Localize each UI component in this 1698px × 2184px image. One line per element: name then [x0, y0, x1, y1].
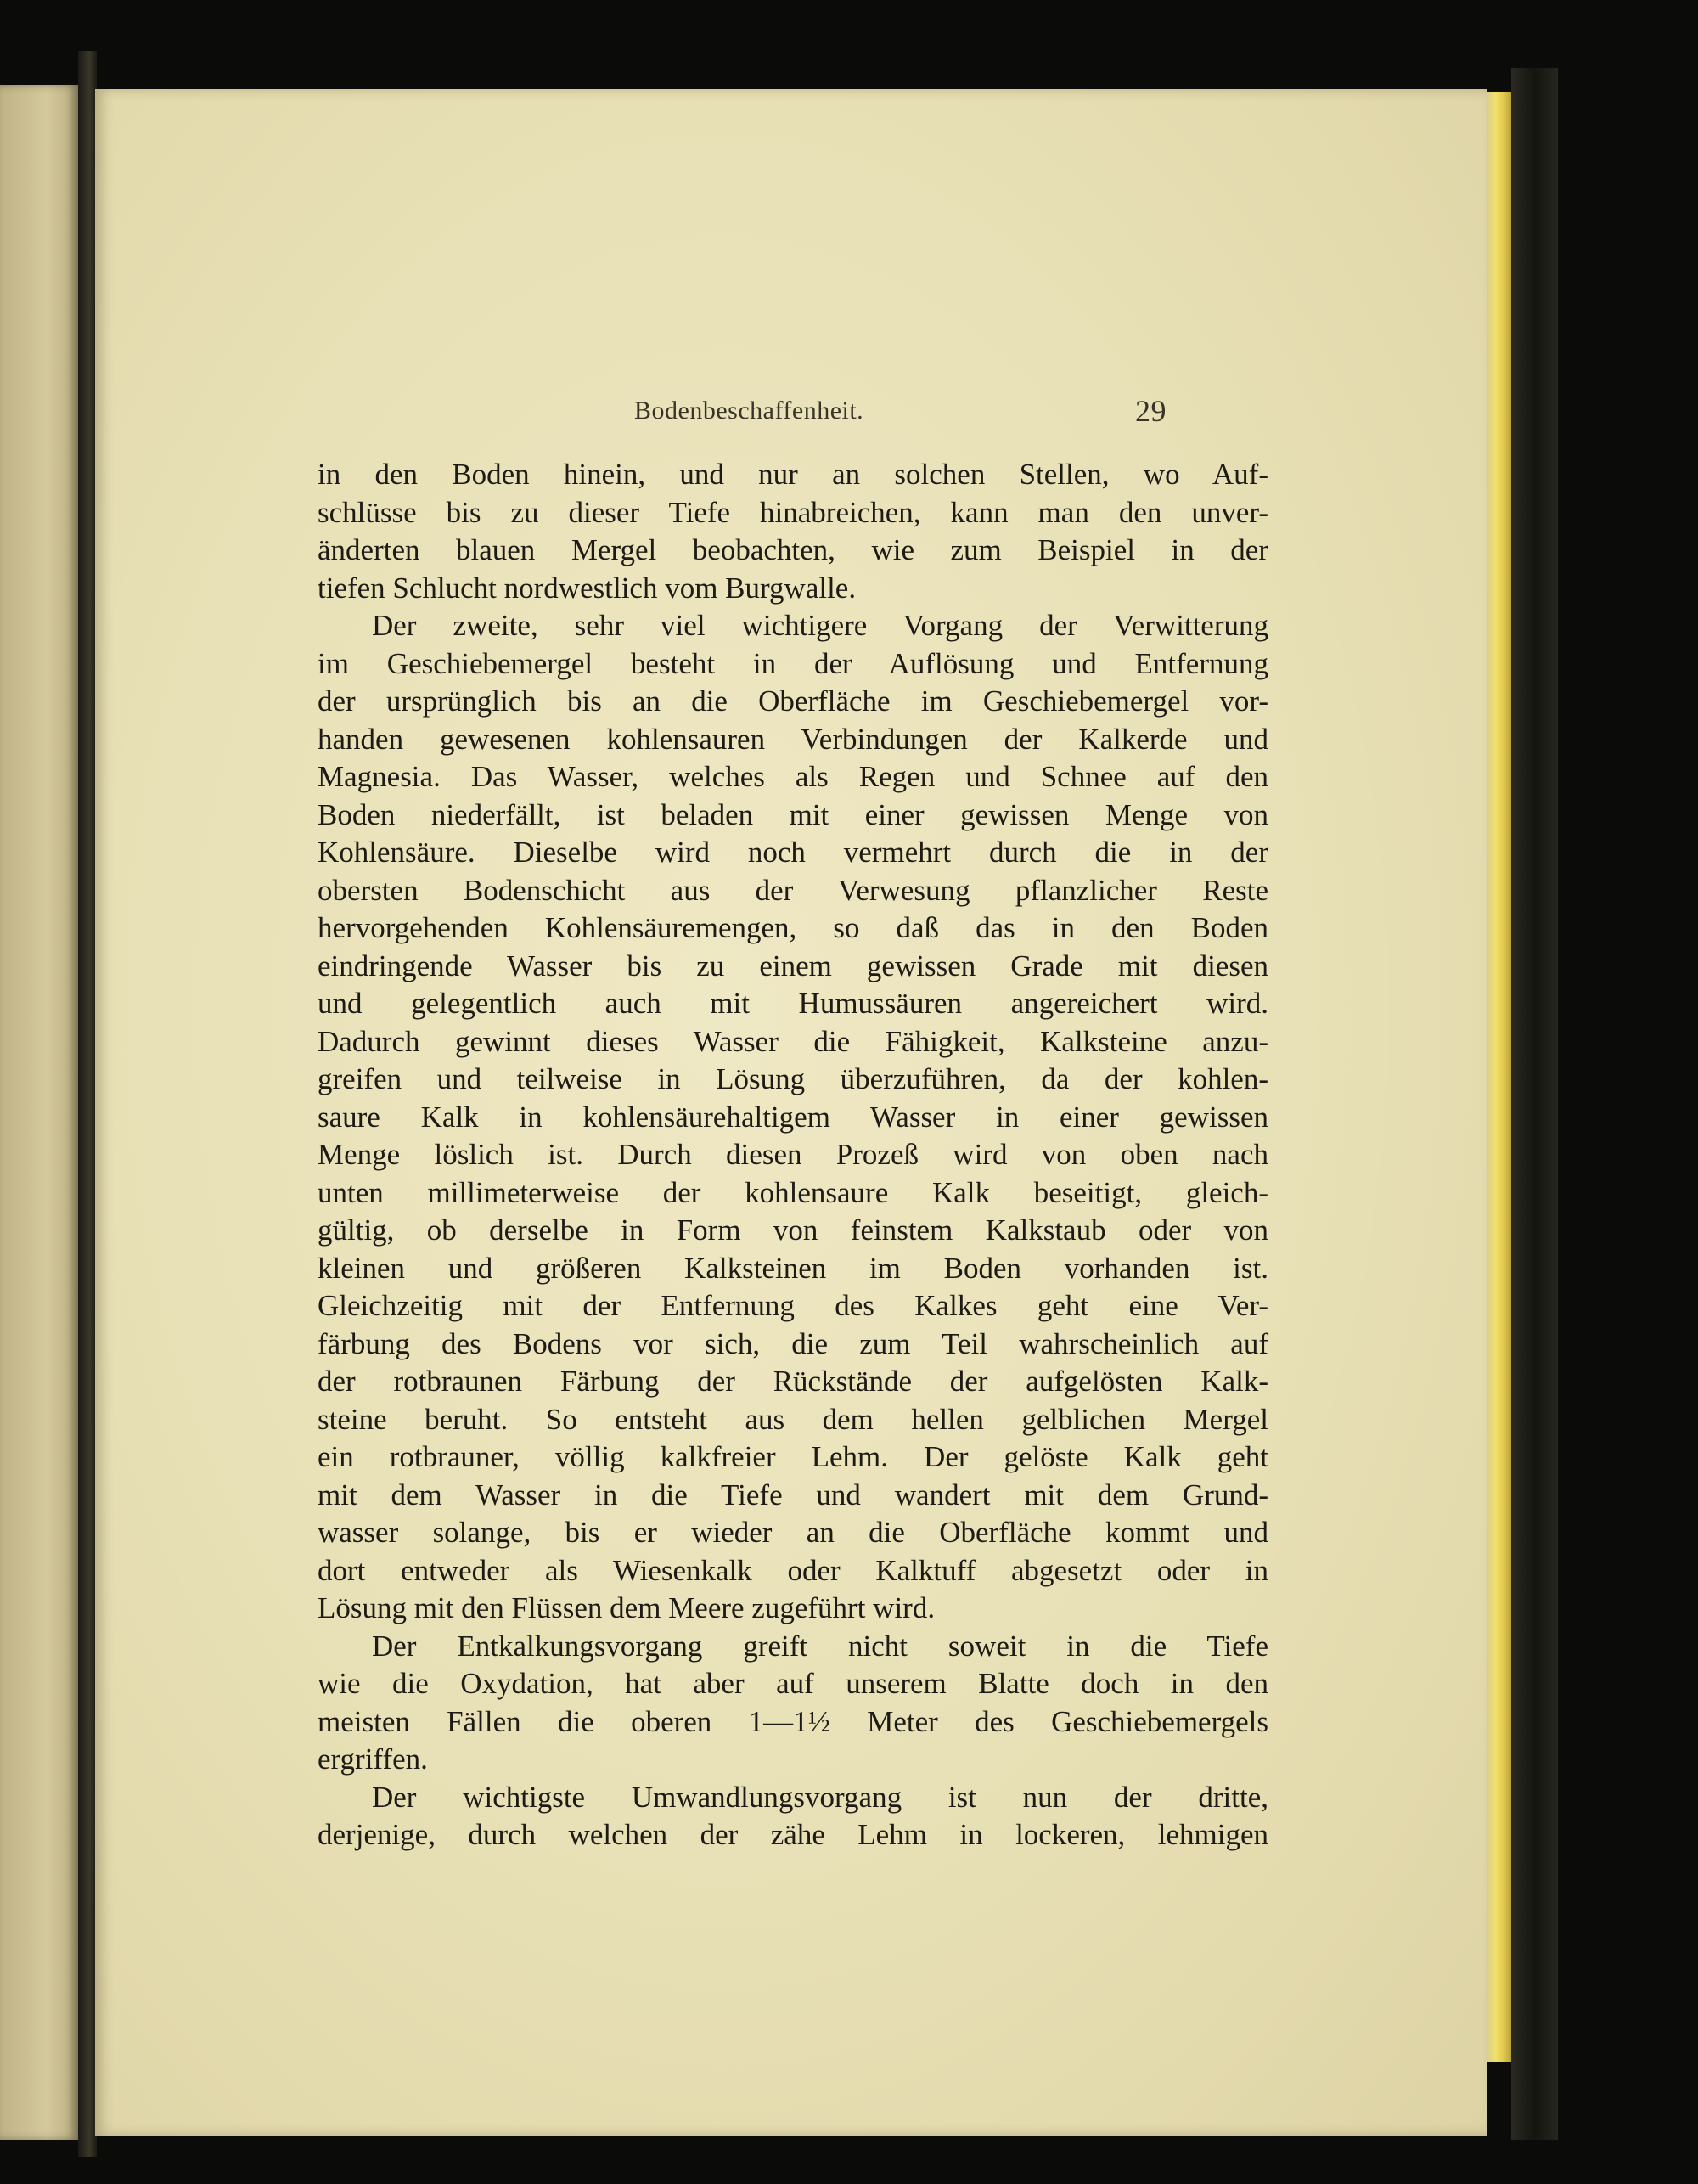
text-line: Der Entkalkungsvorgang greift nicht soweit in die Tiefe	[372, 1629, 1268, 1663]
body-text	[318, 456, 1268, 1855]
text-line: Dadurch gewinnt dieses Wasser die Fähigkeit, Kalksteine anzu-	[318, 1024, 1268, 1058]
text-line: in den Boden hinein, und nur an solchen Stellen, wo Auf-	[318, 458, 1268, 491]
text-line: meisten Fällen die oberen 1—1½ Meter des Geschiebemergels	[318, 1704, 1268, 1738]
book-cover	[1511, 68, 1558, 2140]
text-line: der rotbraunen Färbung der Rückstände der aufgelösten Kalk-	[318, 1365, 1268, 1398]
text-line: steine beruht. So entsteht aus dem hellen gelblichen Mergel	[318, 1402, 1268, 1436]
text-line: handen gewesenen kohlensauren Verbindungen der Kalkerde und	[318, 722, 1268, 756]
text-line: Lösung mit den Flüssen dem Meere zugeführt wird.	[318, 1591, 936, 1624]
text-line: schlüsse bis zu dieser Tiefe hinabreichen, kann man den unver-	[318, 495, 1268, 529]
running-head	[95, 394, 1487, 431]
text-line: wasser solange, bis er wieder an die Oberfläche kommt und	[318, 1516, 1268, 1549]
text-line: Menge löslich ist. Durch diesen Prozeß wird von oben nach	[318, 1138, 1268, 1171]
text-line: Der zweite, sehr viel wichtigere Vorgang der Verwitterung	[372, 609, 1268, 642]
text-line: Der wichtigste Umwandlungsvorgang ist nun der dritte,	[372, 1780, 1268, 1814]
text-line: kleinen und größeren Kalksteinen im Boden vorhanden ist.	[318, 1251, 1268, 1285]
left-page-edge	[0, 85, 78, 2140]
page-edges	[1487, 92, 1511, 2062]
text-line: und gelegentlich auch mit Humussäuren angereichert wird.	[318, 987, 1268, 1020]
text-line: eindringende Wasser bis zu einem gewissen Grade mit diesen	[318, 948, 1268, 982]
text-line: Kohlensäure. Dieselbe wird noch vermehrt durch die in der	[318, 836, 1268, 869]
text-line: Boden niederfällt, ist beladen mit einer gewissen Menge von	[318, 797, 1268, 831]
text-line: der ursprünglich bis an die Oberfläche im Geschiebemergel vor-	[318, 684, 1268, 718]
text-line: hervorgehenden Kohlensäuremengen, so daß das in den Boden	[318, 911, 1268, 944]
page	[95, 89, 1487, 2136]
text-line: tiefen Schlucht nordwestlich vom Burgwalle.	[318, 571, 857, 605]
book-gutter	[78, 51, 97, 2157]
text-line: im Geschiebemergel besteht in der Auflösung und Entfernung	[318, 646, 1268, 680]
text-line: dort entweder als Wiesenkalk oder Kalktuff abgesetzt oder in	[318, 1553, 1268, 1587]
text-line: unten millimeterweise der kohlensaure Kalk beseitigt, gleich-	[318, 1175, 1268, 1209]
text-line: ergriffen.	[318, 1742, 428, 1776]
text-line: obersten Bodenschicht aus der Verwesung pflanzlicher Reste	[318, 873, 1268, 907]
text-line: ein rotbrauner, völlig kalkfreier Lehm. Der gelöste Kalk geht	[318, 1440, 1268, 1473]
text-line: gültig, ob derselbe in Form von feinstem Kalkstaub oder von	[318, 1213, 1268, 1247]
text-line: saure Kalk in kohlensäurehaltigem Wasser in einer gewissen	[318, 1100, 1268, 1134]
text-line: mit dem Wasser in die Tiefe und wandert mit dem Grund-	[318, 1478, 1268, 1511]
text-line: greifen und teilweise in Lösung überzuführen, da der kohlen-	[318, 1062, 1268, 1095]
page-number: 29	[1135, 394, 1167, 428]
text-line: wie die Oxydation, hat aber auf unserem Blatte doch in den	[318, 1667, 1268, 1700]
text-line: änderten blauen Mergel beobachten, wie zum Beispiel in der	[318, 533, 1268, 566]
running-head-title: Bodenbeschaffenheit.	[634, 397, 864, 425]
text-line: Gleichzeitig mit der Entfernung des Kalkes geht eine Ver-	[318, 1289, 1268, 1322]
text-line: färbung des Bodens vor sich, die zum Teil wahrscheinlich auf	[318, 1326, 1268, 1360]
text-line: derjenige, durch welchen der zähe Lehm in lockeren, lehmigen	[318, 1818, 1268, 1851]
text-line: Magnesia. Das Wasser, welches als Regen und Schnee auf den	[318, 760, 1268, 793]
